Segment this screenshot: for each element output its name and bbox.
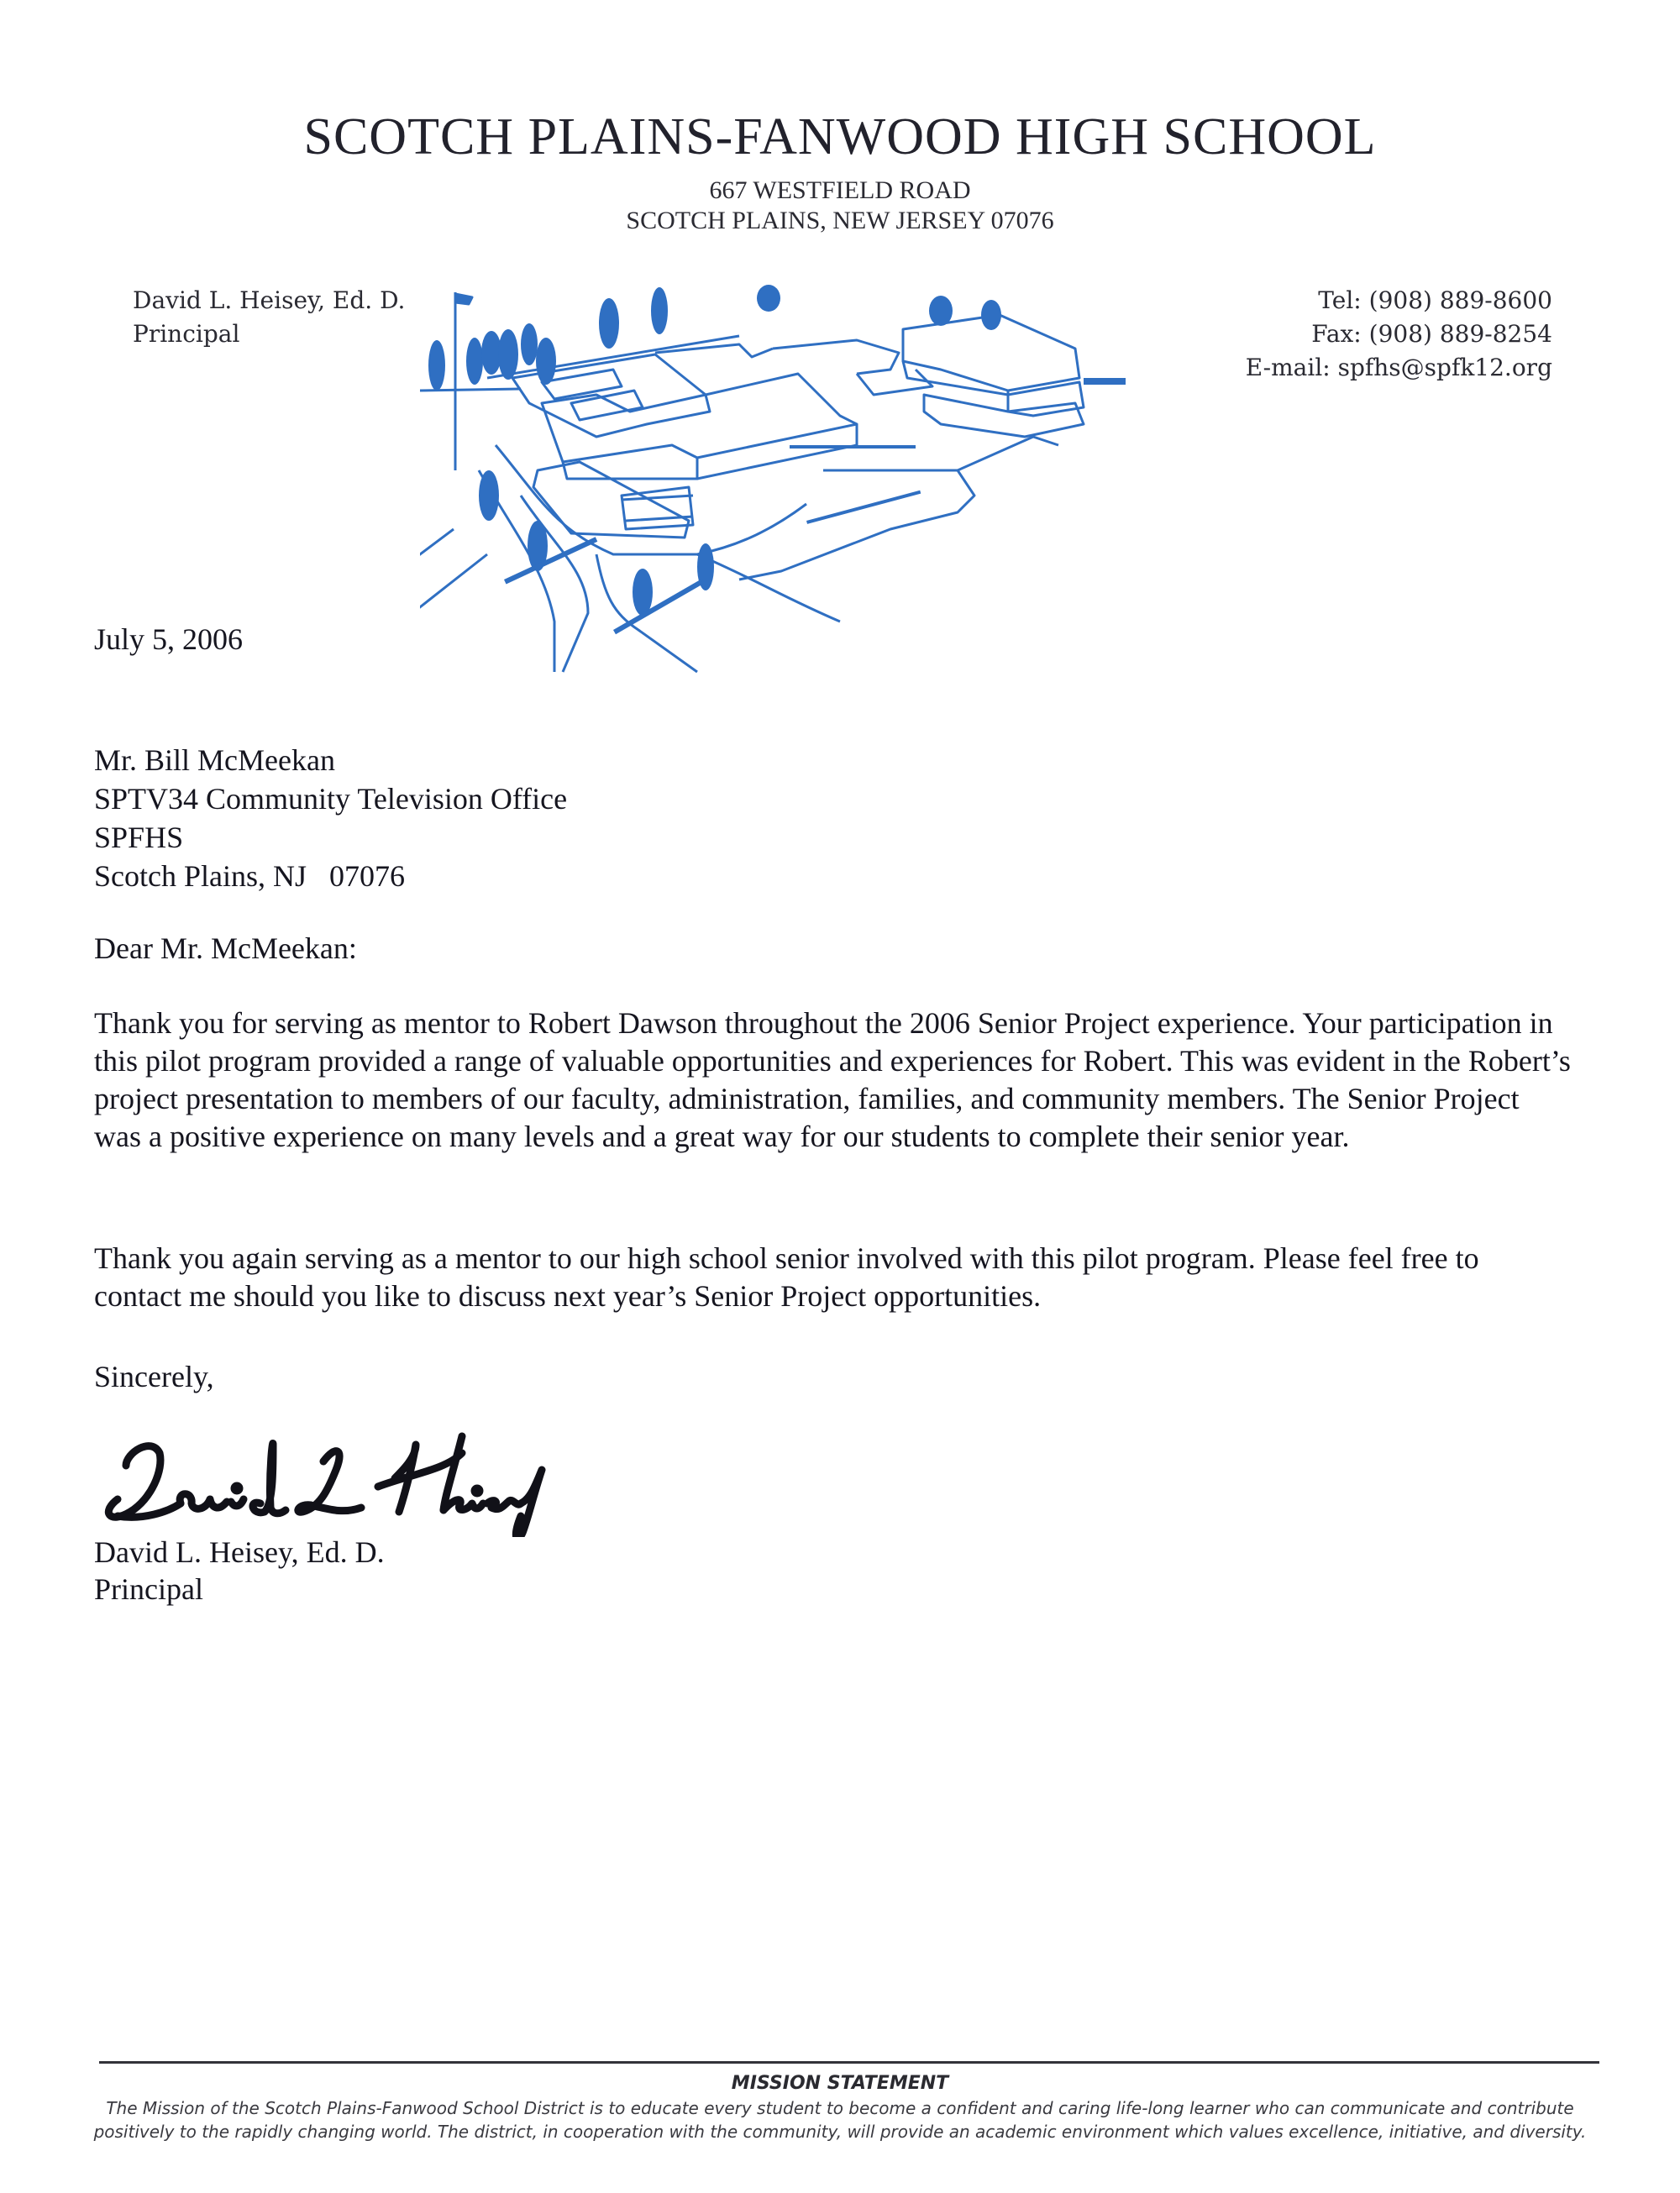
signer-name: David L. Heisey, Ed. D.: [94, 1535, 385, 1569]
recipient-address: [94, 741, 567, 895]
email-address: E-mail: spfhs@spfk12.org: [1245, 354, 1552, 381]
signer-block: [94, 1534, 385, 1608]
body-paragraph-2: Thank you again serving as a mentor to our high school senior involved with this pilot program. Please feel free to contact me should you like to discuss next year’s Senior Project opportunities.: [94, 1241, 1479, 1313]
principal-title: Principal: [133, 320, 240, 348]
contact-block: [1246, 284, 1552, 385]
mission-statement-text: The Mission of the Scotch Plains-Fanwood School District is to educate every student to become a confident and caring life-long learner who can communicate and contribute positively to the rapidly changing world. The district, in cooperation with the community, will provide an academic environment which values excellence, initiative, and diversity.: [93, 2098, 1587, 2142]
principal-block: [133, 284, 405, 351]
principal-name: David L. Heisey, Ed. D.: [133, 286, 406, 314]
address-line-2: SCOTCH PLAINS, NEW JERSEY 07076: [626, 207, 1054, 234]
recipient-organization: SPTV34 Community Television Office: [94, 782, 568, 816]
footer-divider: [99, 2061, 1599, 2064]
school-building-illustration-icon: [420, 277, 1260, 689]
address-line-1: 667 WESTFIELD ROAD: [709, 176, 971, 204]
fax-number: Fax: (908) 889-8254: [1311, 320, 1552, 348]
signer-title: Principal: [94, 1572, 203, 1606]
salutation: Dear Mr. McMeekan:: [94, 931, 357, 965]
recipient-city: Scotch Plains, NJ 07076: [94, 859, 406, 893]
handwritten-signature-icon: [92, 1419, 563, 1537]
mission-statement-title: MISSION STATEMENT: [731, 2073, 949, 2094]
recipient-name: Mr. Bill McMeekan: [94, 743, 335, 777]
letter-date: July 5, 2006: [94, 622, 244, 656]
recipient-school: SPFHS: [94, 821, 184, 854]
closing: Sincerely,: [94, 1360, 214, 1393]
school-name: SCOTCH PLAINS-FANWOOD HIGH SCHOOL: [303, 108, 1377, 165]
body-paragraph-1: Thank you for serving as mentor to Robert Dawson throughout the 2006 Senior Project experience. Your participation in this pilot program provided a range of valuable opportunities and experiences for Robert. This was evident in the Robert’s project presentation to members of our faculty, administration, families, and community members. The Senior Project was a positive experience on many levels and a great way for our students to complete their senior year.: [94, 1006, 1571, 1153]
tel-number: Tel: (908) 889-8600: [1318, 286, 1552, 314]
